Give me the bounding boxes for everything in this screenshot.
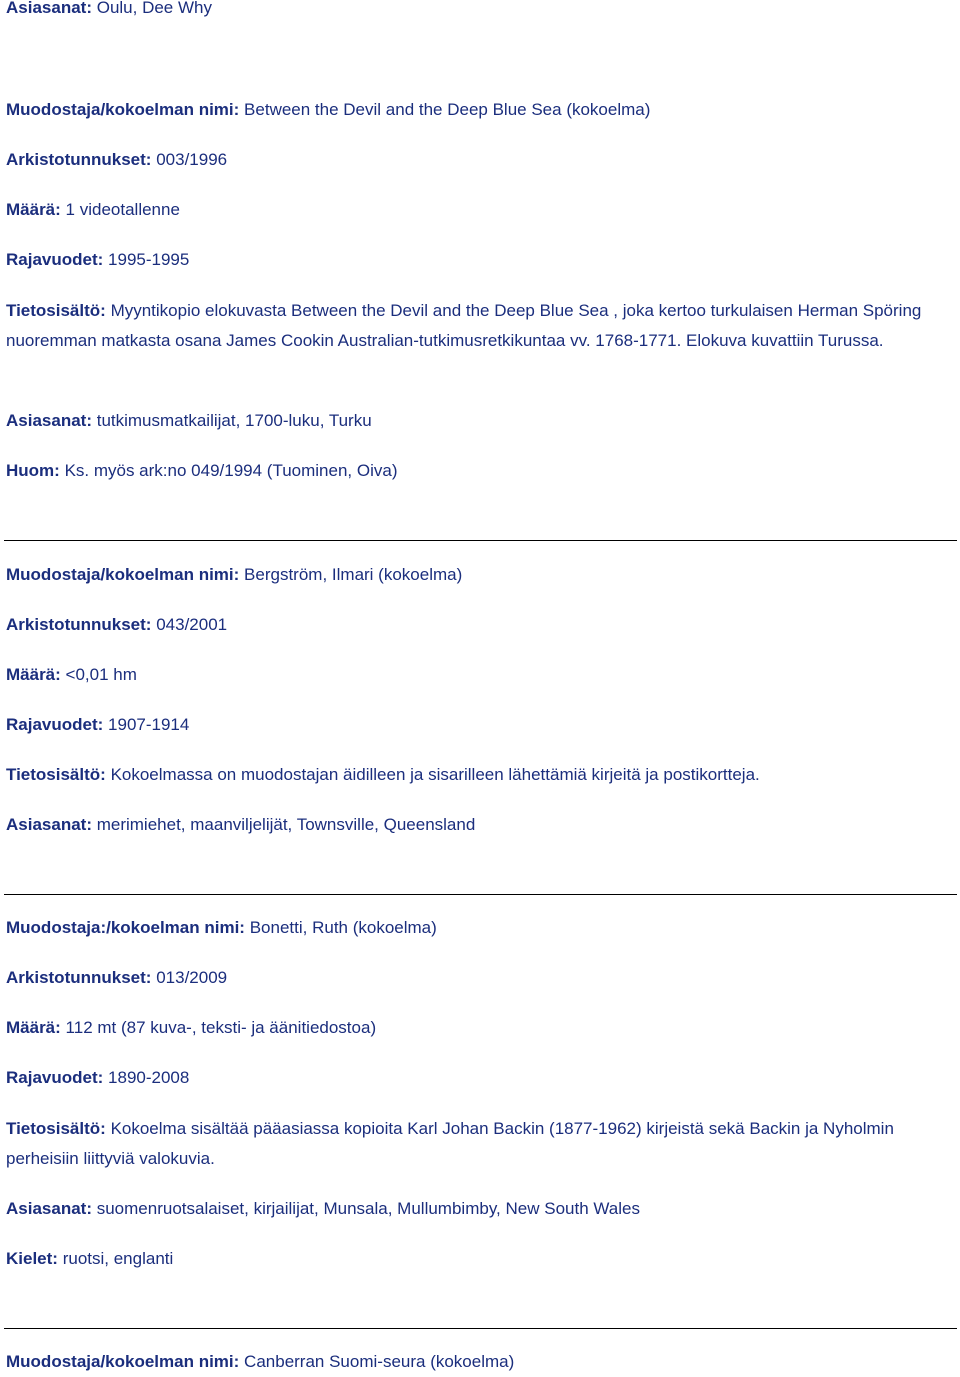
- field-label: Asiasanat:: [6, 1199, 92, 1218]
- field-arkistotunnukset: [6, 610, 952, 640]
- field-label: Arkistotunnukset:: [6, 150, 152, 169]
- field-muodostaja: [6, 95, 952, 125]
- field-label: Muodostaja/kokoelman nimi:: [6, 1352, 240, 1371]
- field-tietosisalto: [6, 1114, 952, 1174]
- field-label: Rajavuodet:: [6, 715, 104, 734]
- field-label: Arkistotunnukset:: [6, 968, 152, 987]
- field-value: merimiehet, maanviljelijät, Townsville, Queensland: [96, 815, 476, 834]
- field-tietosisalto: [6, 760, 952, 790]
- field-value: Kokoelma sisältää pääasiassa kopioita Karl Johan Backin (1877-1962) kirjeistä sekä Backin ja Nyholmin perheisiin liittyviä valokuvia.: [6, 1119, 894, 1168]
- field-label: Rajavuodet:: [6, 250, 104, 269]
- field-label: Määrä:: [6, 200, 61, 219]
- field-label: Muodostaja/kokoelman nimi:: [6, 100, 240, 119]
- field-muodostaja: [6, 1347, 952, 1377]
- field-label: Määrä:: [6, 1018, 61, 1037]
- field-value: ruotsi, englanti: [62, 1249, 174, 1268]
- field-label: Huom:: [6, 461, 60, 480]
- field-rajavuodet: [6, 245, 952, 275]
- field-muodostaja: [6, 913, 952, 943]
- field-kielet: [6, 1244, 952, 1274]
- field-value: 1 videotallenne: [65, 200, 180, 219]
- field-label: Rajavuodet:: [6, 1068, 104, 1087]
- field-value: <0,01 hm: [65, 665, 137, 684]
- field-asiasanat: [6, 406, 952, 436]
- field-value: 112 mt (87 kuva-, teksti- ja äänitiedostoa): [65, 1018, 377, 1037]
- field-value: 003/1996: [156, 150, 228, 169]
- record-divider: [4, 540, 957, 541]
- field-label: Muodostaja:/kokoelman nimi:: [6, 918, 245, 937]
- field-huom: [6, 456, 952, 486]
- field-asiasanat: [6, 1194, 952, 1224]
- field-tietosisalto: [6, 296, 952, 356]
- field-muodostaja: [6, 560, 952, 590]
- field-value: suomenruotsalaiset, kirjailijat, Munsala, Mullumbimby, New South Wales: [96, 1199, 640, 1218]
- field-label: Tietosisältö:: [6, 301, 106, 320]
- field-value: Bergström, Ilmari (kokoelma): [244, 565, 463, 584]
- field-label: Kielet:: [6, 1249, 58, 1268]
- field-value: Ks. myös ark:no 049/1994 (Tuominen, Oiva): [64, 461, 398, 480]
- field-maara: [6, 195, 952, 225]
- field-rajavuodet: [6, 1063, 952, 1093]
- field-label: Tietosisältö:: [6, 1119, 106, 1138]
- field-rajavuodet: [6, 710, 952, 740]
- field-value: Myyntikopio elokuvasta Between the Devil and the Deep Blue Sea , joka kertoo turkulaisen Herman Spöring nuoremman matkasta osana James Cookin Australian-tutkimusretkikuntaa vv. 1768-1771. Elokuva kuvattiin Turussa.: [6, 301, 922, 350]
- field-value: tutkimusmatkailijat, 1700-luku, Turku: [96, 411, 372, 430]
- field-value: Kokoelmassa on muodostajan äidilleen ja sisarilleen lähettämiä kirjeitä ja postikortteja.: [110, 765, 760, 784]
- field-maara: [6, 660, 952, 690]
- field-label: Määrä:: [6, 665, 61, 684]
- field-label: Asiasanat:: [6, 411, 92, 430]
- field-arkistotunnukset: [6, 963, 952, 993]
- record-divider: [4, 894, 957, 895]
- field-value: Oulu, Dee Why: [96, 0, 212, 17]
- field-label: Tietosisältö:: [6, 765, 106, 784]
- field-arkistotunnukset: [6, 145, 952, 175]
- field-label: Asiasanat:: [6, 0, 92, 17]
- field-label: Asiasanat:: [6, 815, 92, 834]
- field-asiasanat: [6, 810, 952, 840]
- field-value: 013/2009: [156, 968, 228, 987]
- field-value: 043/2001: [156, 615, 228, 634]
- field-value: 1995-1995: [108, 250, 190, 269]
- field-value: 1907-1914: [108, 715, 190, 734]
- field-value: Bonetti, Ruth (kokoelma): [249, 918, 437, 937]
- field-value: Canberran Suomi-seura (kokoelma): [244, 1352, 515, 1371]
- field-maara: [6, 1013, 952, 1043]
- field-value: Between the Devil and the Deep Blue Sea (kokoelma): [244, 100, 651, 119]
- field-label: Muodostaja/kokoelman nimi:: [6, 565, 240, 584]
- field-label: Arkistotunnukset:: [6, 615, 152, 634]
- field-value: 1890-2008: [108, 1068, 190, 1087]
- field-asiasanat: [6, 0, 952, 23]
- record-divider: [4, 1328, 957, 1329]
